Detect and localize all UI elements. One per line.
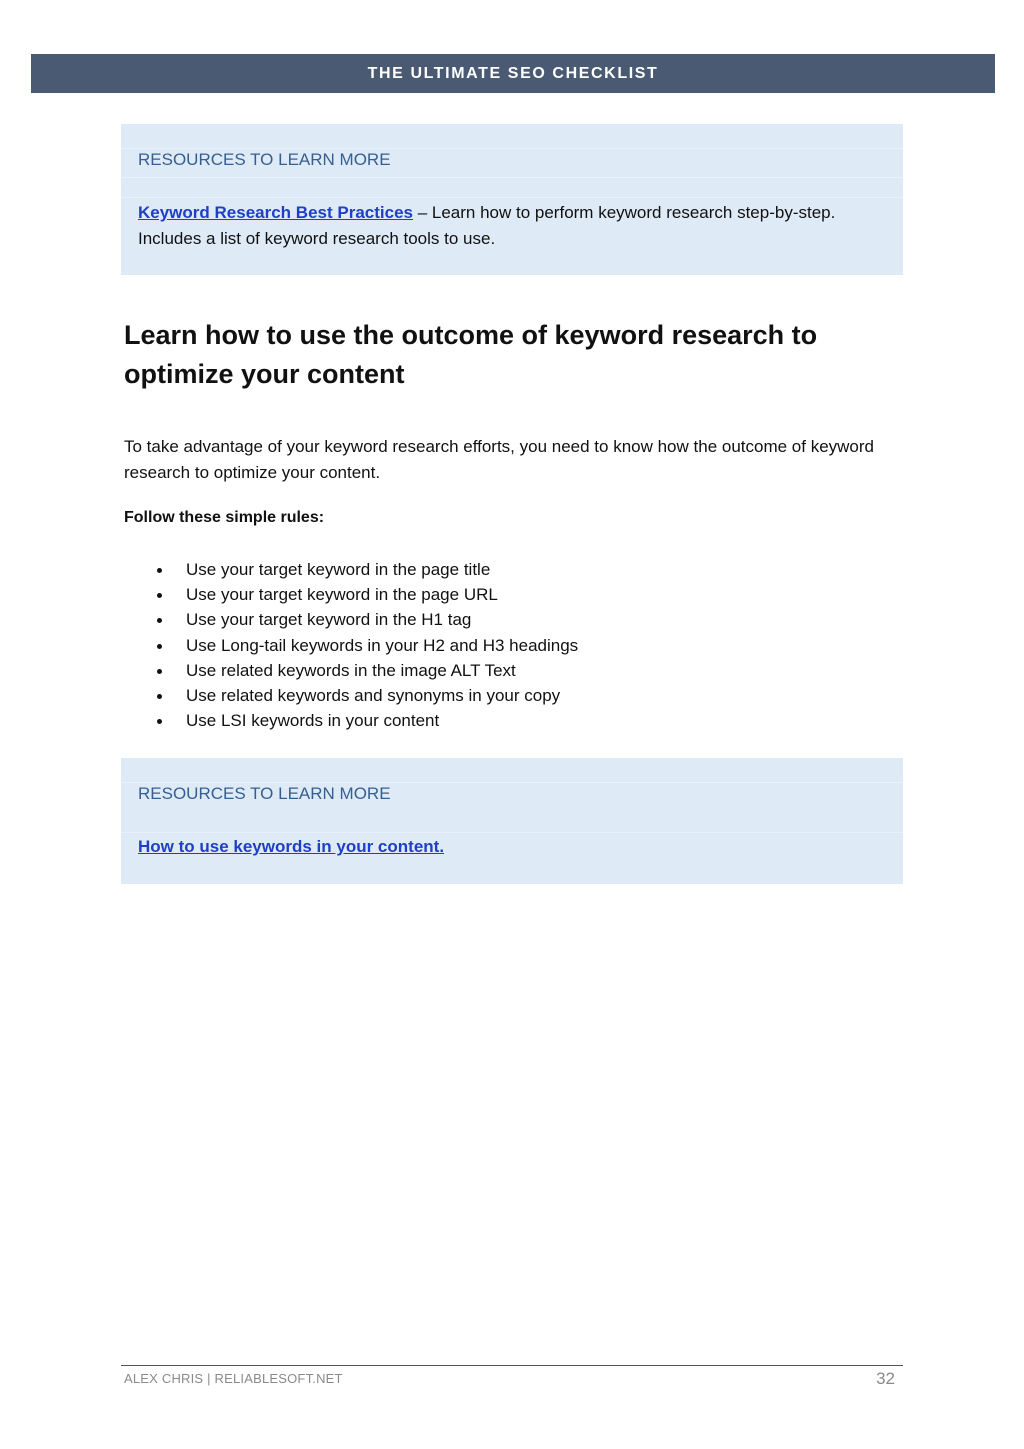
list-item — [124, 708, 578, 733]
bullet-icon — [157, 618, 162, 623]
resource-description: – Learn how to perform keyword research step-by-step. Includes a list of keyword research tools to use. — [138, 203, 836, 248]
list-item-text: Use Long-tail keywords in your H2 and H3 headings — [186, 635, 579, 655]
resources-heading: RESOURCES TO LEARN MORE — [138, 784, 391, 803]
box-divider — [121, 832, 903, 833]
list-item-text: Use related keywords and synonyms in your copy — [186, 685, 561, 705]
bullet-icon — [157, 694, 162, 699]
bullet-icon — [157, 568, 162, 573]
list-item-text: Use LSI keywords in your content — [186, 711, 440, 731]
list-item — [124, 607, 578, 632]
footer-author: ALEX CHRIS | RELIABLESOFT.NET — [124, 1371, 343, 1386]
resources-box — [121, 758, 903, 884]
list-item-text: Use your target keyword in the H1 tag — [186, 610, 472, 630]
list-item — [124, 683, 578, 708]
resource-entry — [138, 200, 838, 252]
bullet-icon — [157, 669, 162, 674]
list-item-text: Use your target keyword in the page URL — [186, 585, 498, 605]
list-item — [124, 633, 578, 658]
resources-heading: RESOURCES TO LEARN MORE — [138, 150, 391, 169]
bullet-icon — [157, 593, 162, 598]
box-divider — [121, 782, 903, 783]
intro-paragraph: To take advantage of your keyword research efforts, you need to know how the outcome of keyword research to optimize your content. — [124, 437, 875, 482]
page-number: 32 — [876, 1369, 895, 1388]
document-title: THE ULTIMATE SEO CHECKLIST — [367, 64, 659, 82]
list-item — [124, 582, 578, 607]
resource-entry — [138, 834, 838, 860]
box-divider — [121, 197, 903, 198]
box-divider — [121, 148, 903, 149]
header-bar — [31, 54, 995, 93]
resources-box — [121, 124, 903, 275]
keywords-in-content-link[interactable]: How to use keywords in your content. — [138, 837, 445, 856]
rules-list — [124, 557, 578, 733]
footer-divider — [121, 1365, 903, 1366]
list-item-text: Use your target keyword in the page title — [186, 560, 491, 579]
rules-label: Follow these simple rules: — [124, 509, 325, 526]
box-divider — [121, 177, 903, 178]
bullet-icon — [157, 644, 162, 649]
bullet-icon — [157, 719, 162, 724]
list-item — [124, 557, 578, 582]
section-heading: Learn how to use the outcome of keyword research to optimize your content — [124, 320, 818, 389]
list-item — [124, 658, 578, 683]
list-item-text: Use related keywords in the image ALT Text — [186, 660, 516, 680]
keyword-research-link[interactable]: Keyword Research Best Practices — [138, 203, 413, 222]
